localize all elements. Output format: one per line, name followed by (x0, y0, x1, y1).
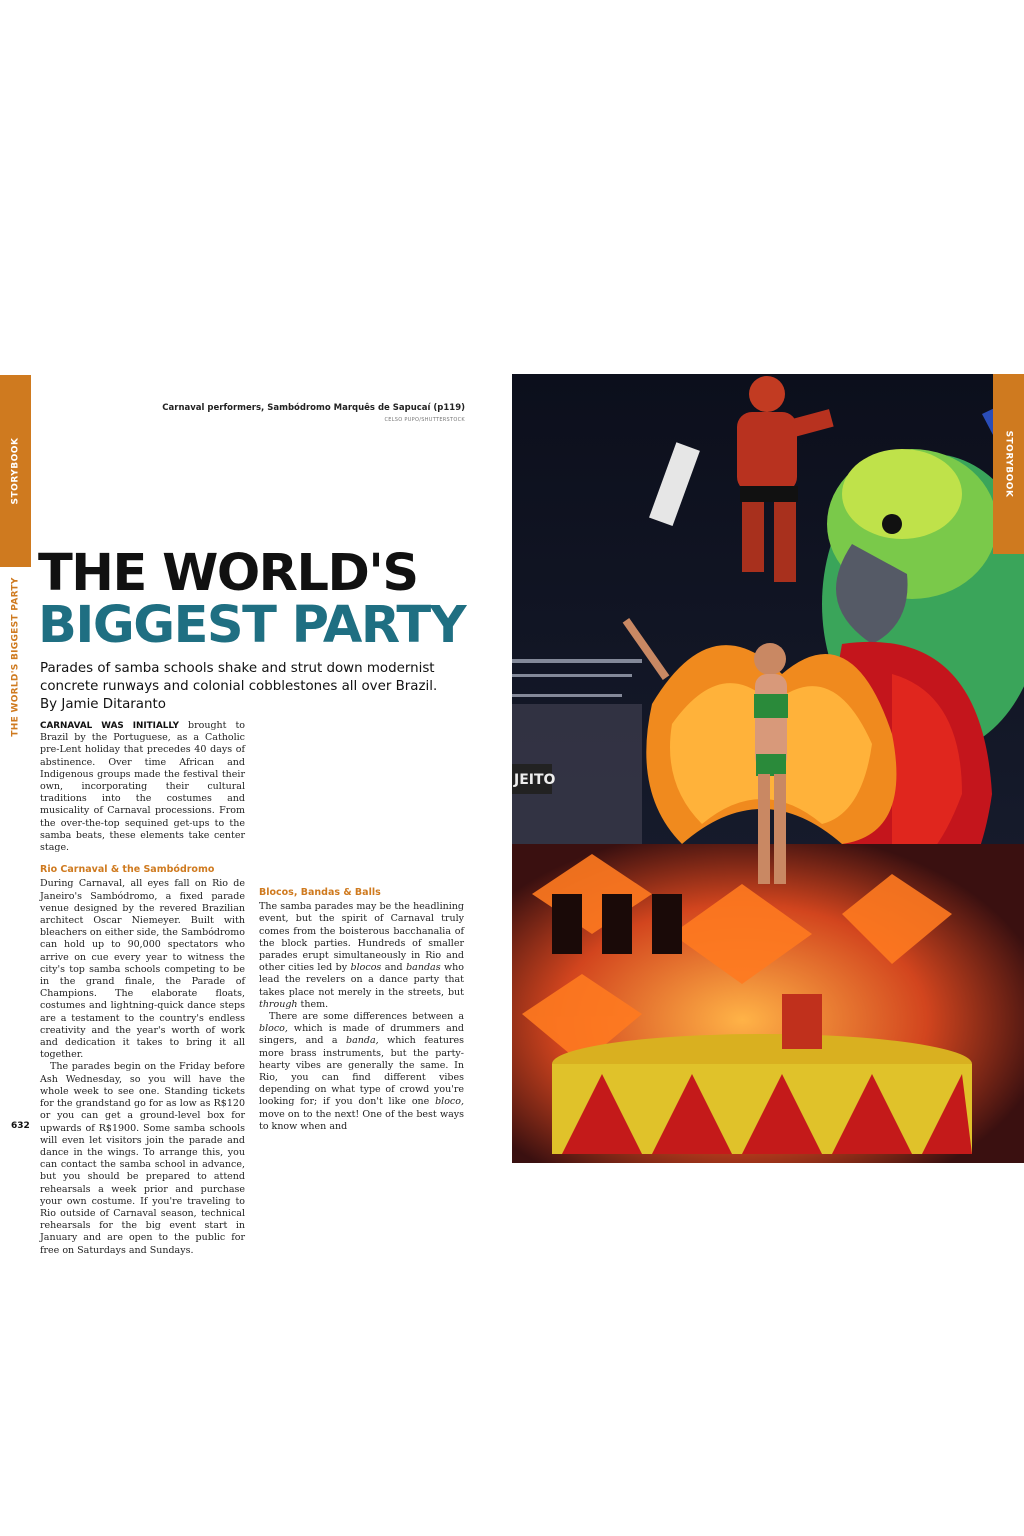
text-run: which features more brass instruments, but the party-hearty vibes are generally the same. In Rio, you can find different vibes depending on what type of crowd you're looking for; if you don't like one (259, 1035, 465, 1108)
em-run: bandas (406, 962, 441, 974)
section-label-wrap (0, 567, 31, 747)
column-2-continuation-space (259, 720, 464, 877)
photo-credit: CELSO PUPO/SHUTTERSTOCK (384, 417, 465, 423)
subhead-blocos: Blocos, Bandas & Balls (259, 887, 381, 898)
paragraph-parades: The parades begin on the Friday before Ash Wednesday, so you will have the whole week to see one. Standing tickets for the grandstand go for as low as R$120 or you can get a ground-level box for upwards of R$1900. Some samba schools will even let visitors join the parade and dance in the wings. To arrange this, you can contact the samba school in advance, but you should be prepared to attend rehearsals a week prior and purchase your own costume. If you're traveling to Rio outside of Carnaval season, technical rehearsals for the big event start in January and are open to the public for free on Saturdays and Sundays. (40, 1061, 245, 1256)
body-column-2 (259, 720, 464, 1133)
storybook-tab-label-wrap (0, 375, 31, 567)
text-run: which is made of drummers and singers, and a (259, 1023, 464, 1047)
text-run: There are some differences between a (269, 1011, 464, 1023)
paragraph-intro-text: brought to Brazil by the Portuguese, as a Catholic pre-Lent holiday that precedes 40 days of abstinence. Over time African and Indigenous groups made the festival their own, incorporating their cultural traditions into the costumes and musicality of Carnaval processions. From the over-the-top sequined get-ups to the samba beats, these elements take center stage. (40, 720, 245, 854)
text-run: and (381, 962, 407, 974)
lead-in: CARNAVAL WAS INITIALLY (40, 721, 179, 731)
paragraph-sambodromo: During Carnaval, all eyes fall on Rio de Janeiro's Sambódromo, a fixed parade venue designed by the revered Brazilian architect Oscar Niemeyer. Built with bleachers on either side, the Sambódromo can hold up to 90,000 spectators who arrive on cue every year to witness the city's top samba schools competing to be in the grand finale, the Parade of Champions. The elaborate floats, costumes and lightning-quick dance steps are a testament to the country's endless creativity and the year's worth of work and dedication it takes to bring it all together. (40, 878, 245, 1061)
text-run: move on to the next! One of the best ways to know when and (259, 1108, 464, 1132)
em-run: bloco, (435, 1096, 464, 1108)
em-run: through (259, 998, 298, 1010)
stadium-sign-text: JEITO (514, 772, 556, 788)
section-label: THE WORLD'S BIGGEST PARTY (10, 577, 21, 737)
paragraph-intro (40, 720, 245, 854)
byline: By Jamie Ditaranto (40, 697, 166, 712)
carnaval-photo (512, 374, 1024, 1163)
storybook-tab-right-label: STORYBOOK (1003, 430, 1014, 498)
carnaval-photo-illustration (512, 374, 1024, 1163)
text-run: them. (297, 998, 329, 1010)
em-run: bloco, (259, 1023, 288, 1035)
paragraph-differences (259, 1011, 464, 1133)
storybook-tab-right (993, 374, 1024, 554)
title-line-1: THE WORLD'S (38, 544, 418, 603)
em-run: banda, (346, 1035, 379, 1047)
subhead-rio-carnaval: Rio Carnaval & the Sambódromo (40, 864, 215, 876)
em-run: blocos (350, 962, 382, 974)
standfirst-text: Parades of samba schools shake and strut down modernist concrete runways and colonial cobblestones all over Brazil. (40, 661, 438, 694)
storybook-tab-label: STORYBOOK (10, 437, 21, 505)
body-column-1 (40, 720, 245, 1257)
title-line-2: BIGGEST PARTY (38, 596, 466, 655)
page-number: 632 (11, 1121, 30, 1131)
paragraph-blocos (259, 901, 464, 1011)
text-run: The samba parades may be the headlining event, but the spirit of Carnaval truly comes from the boisterous bacchanalia of the block parties. Hundreds of smaller parades erupt simultaneously in Rio and other cities led by (259, 901, 464, 974)
standfirst (40, 660, 480, 714)
article-title (38, 544, 466, 655)
photo-caption: Carnaval performers, Sambódromo Marquês de Sapucaí (p119) (162, 403, 465, 413)
text-run: who lead the revelers on a dance party that takes place not merely in the streets, but (259, 962, 465, 998)
